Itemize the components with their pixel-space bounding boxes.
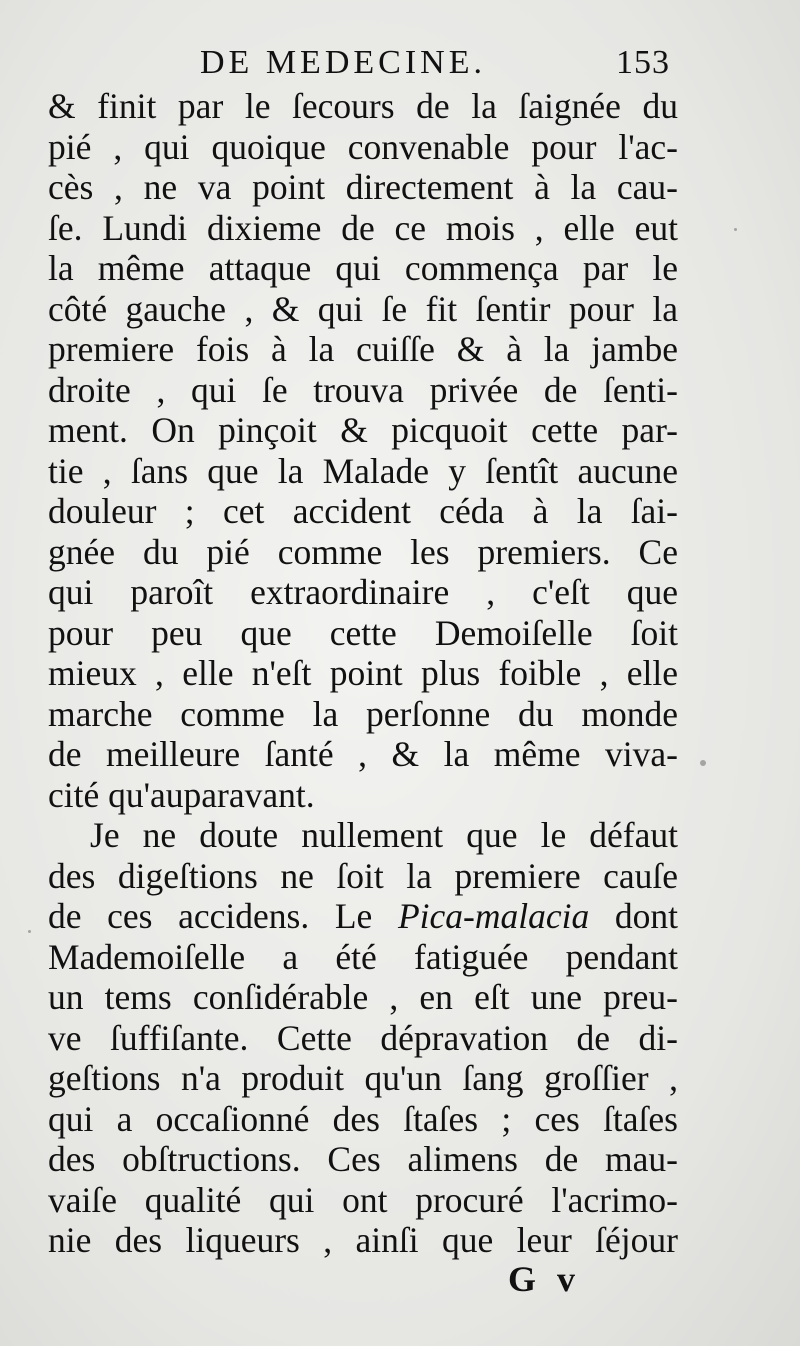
text-line: cité qu'auparavant. xyxy=(48,774,315,815)
text-line: qui paroît extraordinaire , c'eſt que xyxy=(48,572,678,612)
text-line: qui a occaſionné des ſtaſes ; ces ſtaſes xyxy=(48,1098,678,1139)
ink-speck xyxy=(28,930,31,933)
text-line: Je ne doute nullement que le défaut xyxy=(90,815,678,855)
text-line: la même attaque qui commença par le xyxy=(48,248,678,288)
text-segment: dont xyxy=(589,896,678,936)
text-line: de meilleure ſanté , & la même viva- xyxy=(48,734,678,774)
page-header xyxy=(200,44,670,88)
page-number: 153 xyxy=(616,44,670,81)
text-line: pour peu que cette Demoiſelle ſoit xyxy=(48,612,678,653)
ink-speck xyxy=(734,228,737,231)
text-line: vaiſe qualité qui ont procuré l'acrimo- xyxy=(48,1179,678,1220)
text-line: premiere fois à la cuiſſe & à la jambe xyxy=(48,329,678,369)
text-line: ſe. Lundi dixieme de ce mois , elle eut xyxy=(48,207,678,248)
text-line: des obſtructions. Ces alimens de mau- xyxy=(48,1139,678,1179)
text-line: geſtions n'a produit qu'un ſang groſſier , xyxy=(48,1058,678,1098)
text-line: marche comme la perſonne du monde xyxy=(48,693,678,734)
text-segment: de ces accidens. Le xyxy=(48,896,398,936)
text-line: nie des liqueurs , ainſi que leur ſéjour xyxy=(48,1220,678,1260)
text-line: Mademoiſelle a été fatiguée pendant xyxy=(48,936,678,977)
text-line: un tems conſidérable , en eſt une preu- xyxy=(48,977,678,1017)
signature-mark: G v xyxy=(508,1259,582,1299)
text-line: mieux , elle n'eſt point plus foible , elle xyxy=(48,653,678,693)
italic-term: Pica-malacia xyxy=(397,896,590,936)
text-line: douleur ; cet accident céda à la ſai- xyxy=(48,491,678,531)
text-line: côté gauche , & qui ſe fit ſentir pour la xyxy=(48,288,678,329)
text-line-with-italic xyxy=(48,896,678,937)
ink-speck xyxy=(700,760,706,766)
body-text xyxy=(48,86,678,1261)
text-line: & finit par le ſecours de la ſaignée du xyxy=(48,86,678,126)
text-line: cès , ne va point directement à la cau- xyxy=(48,167,678,207)
text-line: gnée du pié comme les premiers. Ce xyxy=(48,531,678,572)
text-line: droite , qui ſe trouva privée de ſenti- xyxy=(48,369,678,410)
text-line: ve ſuffiſante. Cette dépravation de di- xyxy=(48,1017,678,1058)
text-line: pié , qui quoique convenable pour l'ac- xyxy=(48,126,678,167)
text-line: ment. On pinçoit & picquoit cette par- xyxy=(48,410,678,450)
text-line: des digeſtions ne ſoit la premiere cauſe xyxy=(48,855,678,896)
running-head: DE MEDECINE. xyxy=(200,44,486,81)
text-line: tie , ſans que la Malade y ſentît aucune xyxy=(48,450,678,491)
